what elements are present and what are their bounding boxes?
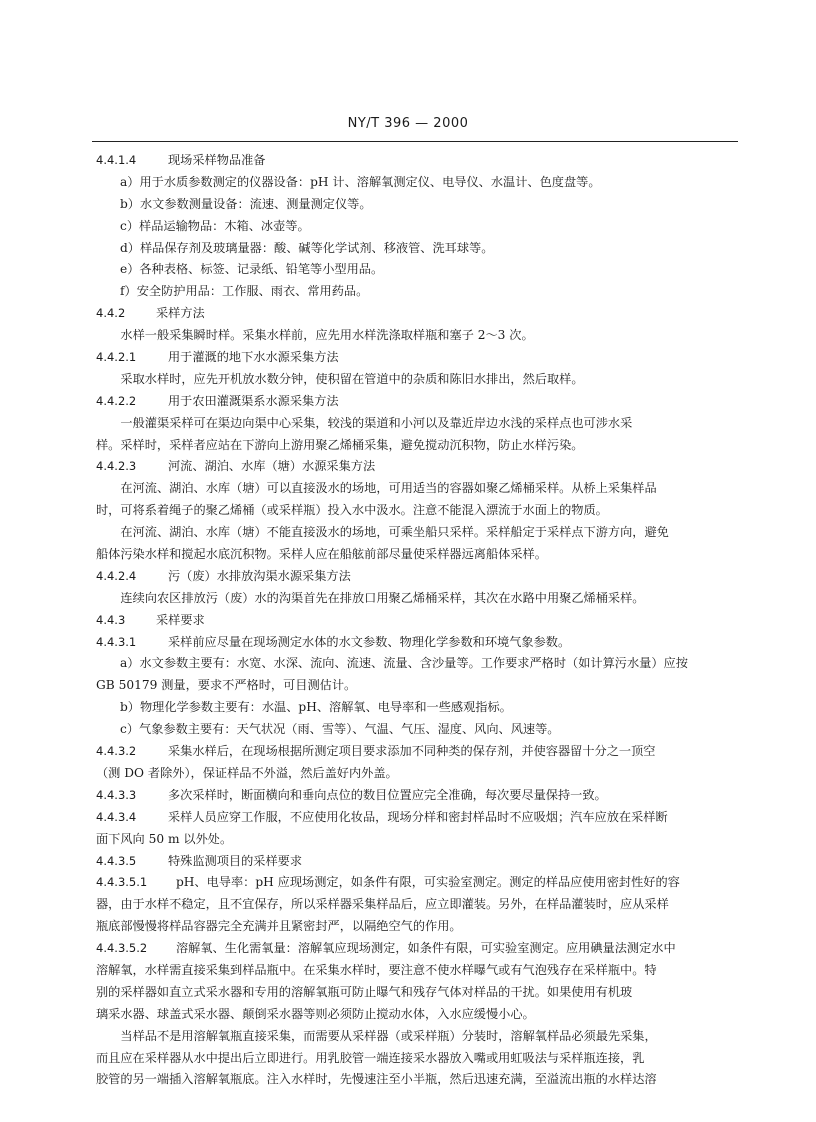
clause-number: 4.4.2.1: [96, 350, 137, 365]
list-item-b: b）水文参数测量设备：流速、测量测定仪等。: [120, 196, 372, 211]
clause-number: 4.4.2.2: [96, 393, 137, 408]
clause-number: 4.4.2.4: [96, 568, 137, 583]
page-header-standard-number: NY/T 396 — 2000: [347, 116, 469, 131]
paragraph: 连续向农区排放污（废）水的沟渠首先在排放口用聚乙烯桶采样，其次在水路中用聚乙烯桶采样。: [120, 590, 645, 605]
heading-4-4-2-3: [96, 456, 740, 478]
paragraph-line: 别的采样器如直立式采水器和专用的溶解氧瓶可防止曝气和残存气体对样品的干扰。如果使用有机玻: [96, 984, 633, 999]
list-item-e: e）各种表格、标签、记录纸、铅笔等小型用品。: [120, 262, 384, 277]
paragraph-line: （测 DO 者除外），保证样品不外溢，然后盖好内外盖。: [96, 765, 398, 780]
clause-text: 采样人员应穿工作服，不应使用化妆品，现场分样和密封样品时不应吸烟；汽车应放在采样断: [168, 809, 668, 824]
paragraph-line: 样。采样时，采样者应站在下游向上游用聚乙烯桶采集，避免搅动沉积物，防止水样污染。: [96, 437, 584, 452]
clause-number: 4.4.3.3: [96, 787, 137, 802]
clause-4-4-3-5-2: [96, 938, 740, 960]
heading-4-4-2-1: [96, 347, 740, 369]
clause-text: pH、电导率：pH 应现场测定，如条件有限，可实验室测定。测定的样品应使用密封性好的容: [176, 875, 680, 890]
list-item-f: f）安全防护用品：工作服、雨衣、常用药品。: [120, 284, 369, 299]
clause-title: 用于农田灌溉渠系水源采集方法: [168, 393, 339, 408]
clause-4-4-3-5-1: [96, 872, 740, 894]
list-item-c: c）气象参数主要有：天气状况（雨、雪等）、气温、气压、湿度、风向、风速等。: [120, 722, 560, 737]
paragraph-line: 溶解氧，水样需直接采集到样品瓶中。在采集水样时，要注意不使水样曝气或有气泡残存在采样瓶中。特: [96, 962, 657, 977]
heading-4-4-3: [96, 610, 740, 632]
clause-title: 采样方法: [156, 306, 205, 321]
paragraph-line: 璃采水器、球盖式采水器、颠倒采水器等则必须防止搅动水体，入水应缓慢小心。: [96, 1006, 535, 1021]
clause-title: 污（废）水排放沟渠水源采集方法: [168, 568, 351, 583]
heading-4-4-1-4: [96, 150, 740, 172]
clause-number: 4.4.2: [96, 306, 126, 321]
paragraph-line: 一般灌渠采样可在渠边向渠中心采集，较浅的渠道和小河以及靠近岸边水浅的采样点也可涉水采: [120, 415, 633, 430]
clause-title: 用于灌溉的地下水水源采集方法: [168, 350, 339, 365]
paragraph-line: 当样品不是用溶解氧瓶直接采集，而需要从采样器（或采样瓶）分装时，溶解氧样品必须最先采集，: [120, 1028, 657, 1043]
clause-number: 4.4.3: [96, 612, 126, 627]
list-item-b: b）物理化学参数主要有：水温、pH、溶解氧、电导率和一些感观指标。: [120, 700, 512, 715]
clause-4-4-3-2: [96, 741, 740, 763]
heading-4-4-2-4: [96, 566, 740, 588]
paragraph-line: 时，可将系着绳子的聚乙烯桶（或采样瓶）投入水中汲水。注意不能混入漂流于水面上的物质。: [96, 503, 608, 518]
paragraph-line: 而且应在采样器从水中提出后立即进行。用乳胶管一端连接采水器放入嘴或用虹吸法与采样瓶连接，乳: [96, 1050, 645, 1065]
paragraph-line: 胶管的另一端插入溶解氧瓶底。注入水样时，先慢速注至小半瓶，然后迅速充满，至溢流出瓶的水样达溶: [96, 1072, 657, 1087]
paragraph-line: 船体污染水样和搅起水底沉积物。采样人应在船舷前部尽量使采样器远离船体采样。: [96, 547, 547, 562]
list-item-a: a）用于水质参数测定的仪器设备：pH 计、溶解氧测定仪、电导仪、水温计、色度盘等。: [120, 174, 601, 189]
paragraph-line: 面下风向 50 m 以外处。: [96, 831, 233, 846]
document-body: [96, 150, 740, 1091]
paragraph-line: 器，由于水样不稳定，且不宜保存，所以采样器采集样品后，应立即灌装。另外，在样品灌装时，应从采样: [96, 897, 669, 912]
heading-4-4-2-2: [96, 391, 740, 413]
clause-number: 4.4.3.2: [96, 744, 137, 759]
paragraph-line: 瓶底部慢慢将样品容器完全充满并且紧密封严，以隔绝空气的作用。: [96, 919, 462, 934]
paragraph-line: 在河流、湖泊、水库（塘）可以直接汲水的场地，可用适当的容器如聚乙烯桶采样。从桥上采集样品: [120, 481, 657, 496]
clause-4-4-3-3: [96, 785, 740, 807]
clause-number: 4.4.3.5.1: [96, 875, 148, 890]
paragraph: 采取水样时，应先开机放水数分钟，使积留在管道中的杂质和陈旧水排出，然后取样。: [120, 371, 584, 386]
clause-number: 4.4.2.3: [96, 459, 137, 474]
clause-text: 溶解氧、生化需氧量：溶解氧应现场测定，如条件有限，可实验室测定。应用碘量法测定水中: [176, 941, 676, 956]
heading-4-4-3-5: [96, 851, 740, 873]
clause-number: 4.4.3.5.2: [96, 941, 148, 956]
clause-number: 4.4.3.1: [96, 634, 137, 649]
header-rule: [92, 141, 738, 142]
clause-text: 采样前应尽量在现场测定水体的水文参数、物理化学参数和环境气象参数。: [168, 634, 571, 649]
clause-number: 4.4.1.4: [96, 153, 137, 167]
list-item-c: c）样品运输物品：木箱、冰壶等。: [120, 218, 310, 233]
clause-text: 采集水样后，在现场根据所测定项目要求添加不同种类的保存剂，并使容器留十分之一顶空: [168, 744, 656, 759]
clause-title: 河流、湖泊、水库（塘）水源采集方法: [168, 459, 376, 474]
clause-number: 4.4.3.4: [96, 809, 137, 824]
clause-title: 采样要求: [156, 612, 205, 627]
list-item-a-line: GB 50179 测量，要求不严格时，可目测估计。: [96, 678, 357, 693]
list-item-a-line: a）水文参数主要有：水宽、水深、流向、流速、流量、含沙量等。工作要求严格时（如计算污水量）应按: [120, 656, 688, 671]
clause-title: 特殊监测项目的采样要求: [168, 853, 303, 868]
clause-4-4-3-1: [96, 632, 740, 654]
clause-4-4-3-4: [96, 807, 740, 829]
clause-text: 多次采样时，断面横向和垂向点位的数目位置应完全准确，每次要尽量保持一致。: [168, 787, 607, 802]
paragraph-line: 在河流、湖泊、水库（塘）不能直接汲水的场地，可乘坐船只采样。采样船定于采样点下游方向，避免: [120, 525, 669, 540]
clause-title: 现场采样物品准备: [168, 153, 266, 167]
list-item-d: d）样品保存剂及玻璃量器：酸、碱等化学试剂、移液管、洗耳球等。: [120, 240, 494, 255]
paragraph: 水样一般采集瞬时样。采集水样前，应先用水样洗涤取样瓶和塞子 2～3 次。: [120, 328, 534, 343]
heading-4-4-2: [96, 303, 740, 325]
clause-number: 4.4.3.5: [96, 853, 137, 868]
